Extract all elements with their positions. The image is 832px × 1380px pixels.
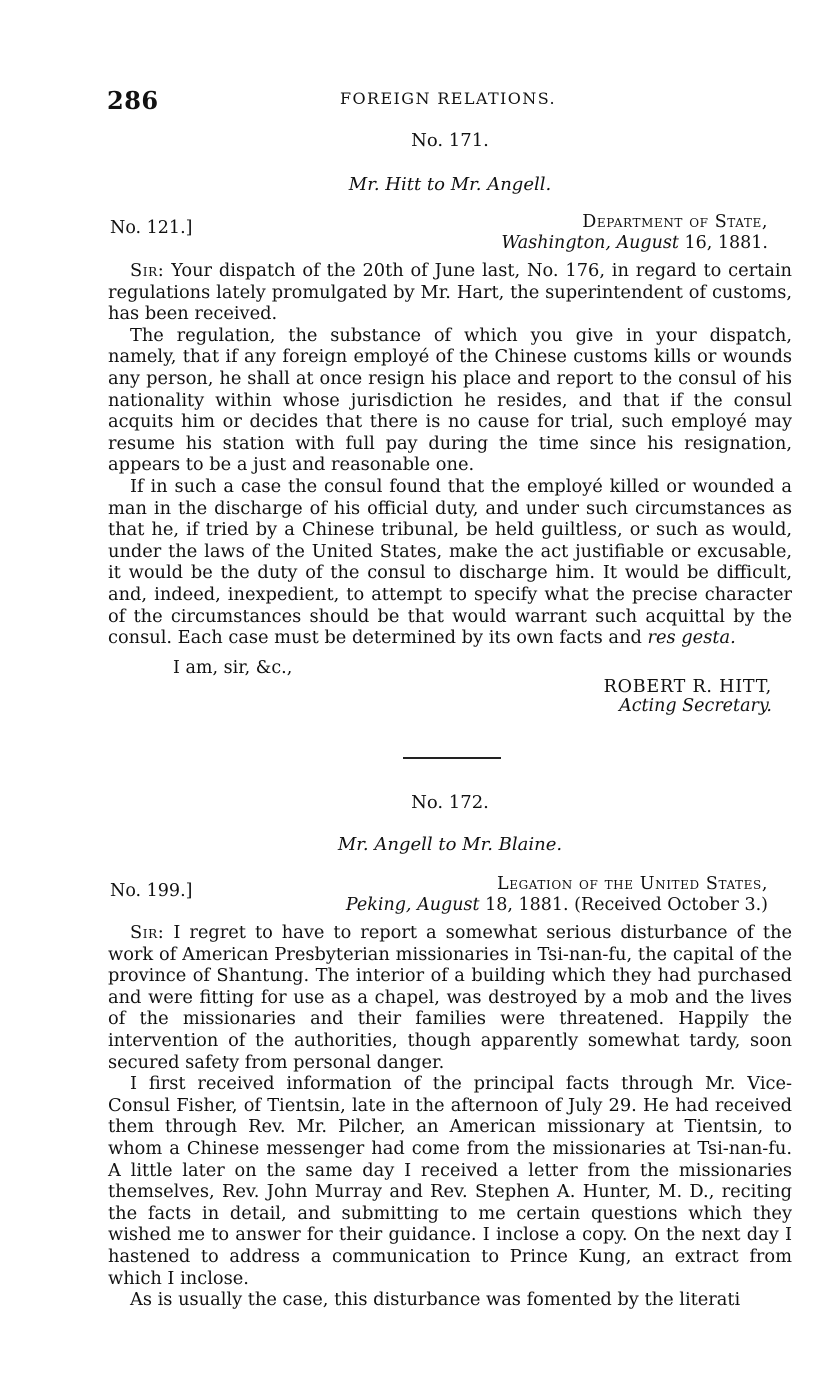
page-number: 286 bbox=[107, 86, 159, 115]
paragraph: The regulation, the substance of which you give in your dispatch, namely, that if any foreign employé of the Chinese customs kills or wounds any person, he shall at once resign his place and report to the consul of his nationality within whose jurisdiction he resides, and that if the consul acquits him or decides that there is no cause for trial, such employé may resume his station with full pay during the time since his resignation, appears to be a just and reasonable one. bbox=[108, 324, 792, 476]
paragraph: Sir: Your dispatch of the 20th of June last, No. 176, in regard to certain regulations lately promulgated by Mr. Hart, the superintendent of customs, has been received. bbox=[108, 260, 793, 325]
letter-body-171 bbox=[108, 260, 792, 649]
running-head: FOREIGN RELATIONS. bbox=[340, 89, 556, 108]
paragraph: I first received information of the principal facts through Mr. Vice-Consul Fisher, of Tientsin, late in the afternoon of July 29. He had received them through Rev. Mr. Pilcher, an American missionary at Tientsin, to whom a Chinese messenger had come from the missionaries at Tsi-nan-fu. A little later on the same day I received a letter from the missionaries themselves, Rev. John Murray and Rev. Stephen A. Hunter, M. D., reciting the facts in detail, and submitting to me certain questions which they wished me to answer for their guidance. I inclose a copy. On the next day I hastened to address a communication to Prince Kung, an extract from which I inclose. bbox=[108, 1073, 792, 1289]
closing: I am, sir, &c., bbox=[173, 658, 293, 678]
salutation: Sir: bbox=[130, 922, 165, 943]
signer-name: ROBERT R. HITT, bbox=[603, 677, 772, 697]
dateline-month: August bbox=[417, 895, 480, 915]
paragraph: As is usually the case, this disturbance was fomented by the literati bbox=[130, 1289, 741, 1311]
dateline-171 bbox=[501, 233, 768, 253]
paragraph: If in such a case the consul found that the employé killed or wounded a man in the discharge of his official duty, and under such circumstances as that he, if tried by a Chinese tribunal, be held guiltless, or such as would, under the laws of the United States, make the act justifiable or excusable, it would be the duty of the consul to discharge him. It would be difficult, and, indeed, inexpedient, to attempt to specify what the precise character of the circumstances should be that would warrant such acquittal by the consul. Each case must be determined by its own facts and res gesta. bbox=[108, 475, 792, 649]
salutation: Sir: bbox=[130, 260, 165, 281]
dateline-place: Peking, bbox=[345, 895, 412, 915]
dateline-date: 18, 1881. bbox=[485, 895, 569, 915]
dateline-date: 16, 1881. bbox=[684, 233, 768, 253]
document-title-171: Mr. Hitt to Mr. Angell. bbox=[348, 174, 552, 195]
letter-body-172 bbox=[108, 922, 792, 1311]
dateline-172 bbox=[346, 895, 768, 915]
paragraph: Sir: I regret to have to report a somewhat serious disturbance of the work of American Presbyterian missionaries in Tsi-nan-fu, the capital of the province of Shantung. The interior of a building which they had purchased and were fitting for use as a chapel, was destroyed by a mob and the lives of the missionaries and their families were threatened. Happily the intervention of the authorities, though apparently somewhat tardy, soon secured safety from personal danger. bbox=[108, 922, 792, 1073]
legation-heading: Legation of the United States, bbox=[497, 874, 768, 894]
reference-number-121: No. 121.] bbox=[110, 218, 193, 238]
received-note: (Received October 3.) bbox=[574, 895, 768, 915]
reference-number-199: No. 199.] bbox=[110, 881, 193, 901]
section-divider bbox=[403, 757, 501, 759]
department-heading: Department of State, bbox=[582, 212, 768, 232]
document-number-171: No. 171. bbox=[411, 130, 489, 151]
document-title-172: Mr. Angell to Mr. Blaine. bbox=[337, 834, 563, 855]
dateline-place: Washington, bbox=[501, 233, 611, 253]
dateline-month: August bbox=[616, 233, 679, 253]
signer-title: Acting Secretary. bbox=[619, 696, 772, 716]
document-number-172: No. 172. bbox=[411, 792, 489, 813]
